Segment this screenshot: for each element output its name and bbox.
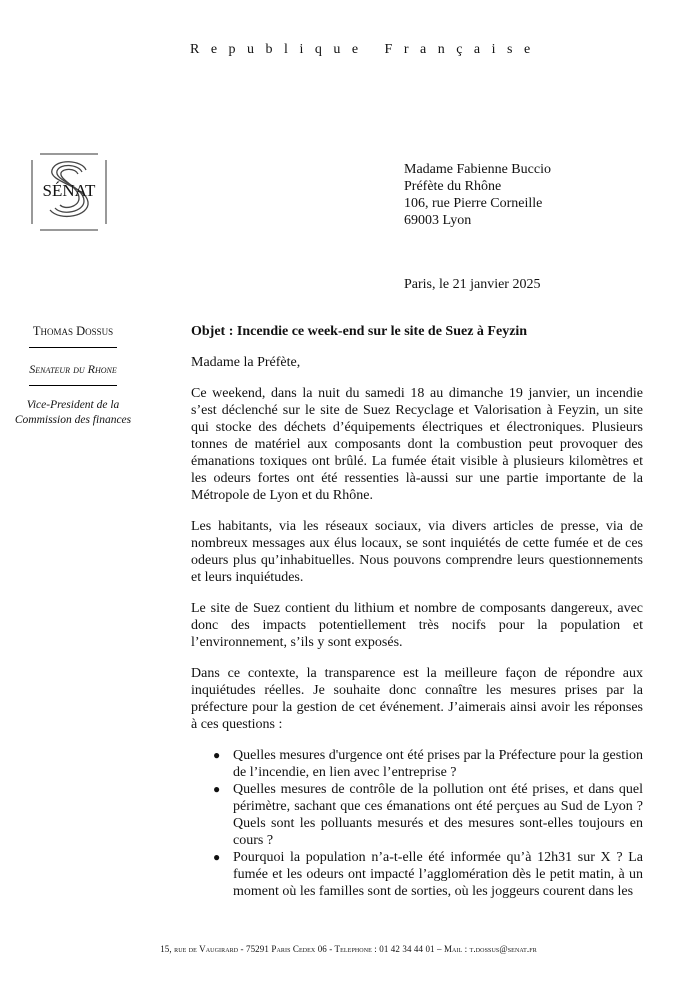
republique-francaise-header: Republique Française	[190, 42, 542, 57]
svg-text:SÉNAT: SÉNAT	[42, 181, 96, 200]
question-text: Quelles mesures de contrôle de la pollution ont été prises, et dans quel périmètre, sachant que ces émanations ont été perçues au Sud de Lyon ? Quels sont les polluants mesurés et des mesures sont-elles toujours en cours ?	[233, 782, 643, 848]
letter-body	[191, 323, 643, 900]
list-item	[191, 849, 643, 900]
sender-name: Thomas Dossus	[32, 324, 114, 338]
bullet-icon: ●	[213, 782, 221, 796]
question-text: Pourquoi la population n’a-t-elle été informée qu’à 12h31 sur X ? La fumée et les odeurs ont impacté l’agglomération dès le petit matin, à un moment où les familles sont de sorties, où les joggeurs courent dans les	[233, 850, 643, 899]
letter-paragraph: Dans ce contexte, la transparence est la meilleure façon de répondre aux inquiétudes réelles. Je souhaite donc connaître les mesures prises par la préfecture pour la gestion de cet événement. J’aimerais ainsi avoir les réponses à ces questions :	[191, 666, 643, 732]
list-item	[191, 747, 643, 781]
addressee-line: 69003 Lyon	[404, 213, 472, 228]
addressee-block	[404, 161, 551, 229]
sidebar-divider	[29, 385, 117, 386]
sender-title: Senateur du Rhone	[29, 362, 117, 376]
letterhead-footer: 15, rue de Vaugirard - 75291 Paris Cedex 06 - Telephone : 01 42 34 44 01 – Mail : t.dossus@senat.fr	[160, 944, 537, 954]
sidebar-divider	[29, 347, 117, 348]
addressee-line: Madame Fabienne Buccio	[404, 162, 551, 177]
addressee-line: Préfète du Rhône	[404, 179, 502, 194]
letter-salutation: Madame la Préfète,	[191, 355, 301, 370]
letter-date: Paris, le 21 janvier 2025	[404, 277, 541, 292]
sender-sidebar	[0, 320, 146, 428]
letter-paragraph: Les habitants, via les réseaux sociaux, via divers articles de presse, via de nombreux messages aux élus locaux, se sont inquiétés de cette fumée et de ces odeurs plus qu’inhabituelles. Nous pouvons comprendre leurs questionnements et leurs inquiétudes.	[191, 519, 643, 585]
list-item	[191, 781, 643, 849]
bullet-icon: ●	[213, 850, 221, 864]
senat-logo	[30, 150, 108, 234]
question-list	[191, 747, 643, 900]
addressee-line: 106, rue Pierre Corneille	[404, 196, 543, 211]
sender-role: Vice-President de la Commission des finances	[14, 399, 132, 426]
bullet-icon: ●	[213, 748, 221, 762]
letter-paragraph: Le site de Suez contient du lithium et nombre de composants dangereux, avec donc des impacts potentiellement très nocifs pour la population et l’environnement, s’ils y sont exposés.	[191, 601, 643, 650]
letter-paragraph: Ce weekend, dans la nuit du samedi 18 au dimanche 19 janvier, un incendie s’est déclenché sur le site de Suez Recyclage et Valorisation à Feyzin, un site qui stocke des déchets d’équipements électriques et électroniques. Plusieurs tonnes de matériel aux composants dont la combustion peut provoquer des émanations toxiques ont brûlé. La fumée était visible à plusieurs kilomètres et les odeurs fortes ont été ressenties là-aussi sur une partie importante de la Métropole de Lyon et du Rhône.	[191, 386, 643, 503]
letter-subject: Objet : Incendie ce week-end sur le site de Suez à Feyzin	[191, 324, 528, 339]
senat-logo-icon	[30, 150, 108, 234]
question-text: Quelles mesures d'urgence ont été prises par la Préfecture pour la gestion de l’incendie, en lien avec l’entreprise ?	[233, 748, 643, 780]
